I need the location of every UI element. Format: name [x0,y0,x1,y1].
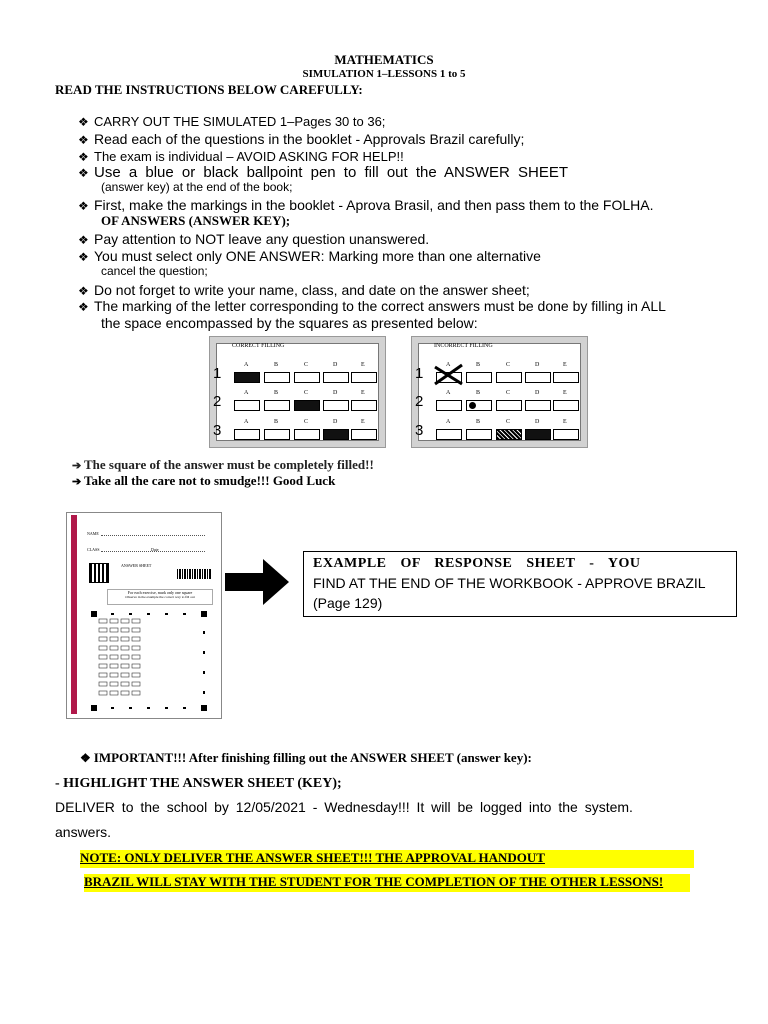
letter-label: E [563,390,567,396]
letter-label: D [535,419,540,425]
answer-square [553,372,579,383]
instruction-continuation: the space encompassed by the squares as presented below: [101,315,478,331]
row-number: 1 [415,365,424,382]
answer-sheet-thumbnail [66,512,222,719]
diamond-bullet-icon: ❖ [78,250,89,264]
letter-label: C [506,419,511,425]
letter-label: D [535,362,540,368]
arrow-right-icon: ➔ [72,476,84,488]
instruction-item: ❖ CARRY OUT THE SIMULATED 1–Pages 30 to 36; [78,114,386,129]
letter-label: B [274,390,279,396]
example-box-line2: FIND AT THE END OF THE WORKBOOK - APPROVE BRAZIL [313,575,706,591]
letter-label: D [535,390,540,396]
answer-square [351,429,377,440]
answer-square [466,372,492,383]
letter-label: E [361,390,365,396]
answer-square-partial [496,429,522,440]
cross-mark-icon [432,363,466,387]
instruction-item: ❖ The marking of the letter corresponding to the correct answers must be done by filling in ALL [78,298,666,314]
instruction-item: ❖ Do not forget to write your name, class, and date on the answer sheet; [78,282,530,298]
diamond-bullet-icon: ❖ [78,115,89,129]
letter-label: E [563,419,567,425]
answer-square [294,372,320,383]
example-box-line3: (Page 129) [313,595,383,611]
diamond-bullet-icon: ❖ [80,751,94,765]
thumb-instruction-box: For each exercise, mark only one square Observe in the example the correct way to fill out [107,589,213,605]
answer-square [496,400,522,411]
answer-square [351,400,377,411]
answer-square [264,400,290,411]
incorrect-filling-example [411,336,588,448]
answer-square [264,429,290,440]
diamond-bullet-icon: ❖ [78,150,89,164]
note-highlight-line1: NOTE: ONLY DELIVER THE ANSWER SHEET!!! THE APPROVAL HANDOUT [80,850,694,868]
letter-label: D [333,362,338,368]
answer-square [553,400,579,411]
page-title: MATHEMATICS [334,52,434,67]
diamond-bullet-icon: ❖ [78,166,89,180]
instruction-item: ❖ You must select only ONE ANSWER: Marking more than one alternative [78,248,541,264]
note-line: ➔ Take all the care not to smudge!!! Good Luck [72,473,336,488]
letter-label: A [446,419,451,425]
thumb-class-label: CLASS [87,547,100,552]
thumb-date-label: Date [151,547,159,552]
instruction-item: ❖ First, make the markings in the booklet - Aprova Brasil, and then pass them to the FOLHA. [78,197,654,213]
answer-square [466,429,492,440]
arrow-right-icon: ➔ [72,460,84,472]
letter-label: A [244,390,249,396]
correct-filling-label: CORRECT FILLING [232,343,285,349]
answer-square-filled [234,372,260,383]
row-number: 2 [213,393,222,410]
diamond-bullet-icon: ❖ [78,300,89,314]
note-line: ➔ The square of the answer must be completely filled!! [72,457,374,472]
answer-square [525,372,551,383]
answer-square-filled [323,429,349,440]
incorrect-filling-label: INCORRECT FILLING [434,343,493,349]
diamond-bullet-icon: ❖ [78,233,89,247]
thumb-sheet-title: ANSWER SHEET [121,563,152,568]
answer-square [525,400,551,411]
page-subtitle: SIMULATION 1–LESSONS 1 to 5 [302,68,466,80]
letter-label: E [361,419,365,425]
instruction-item: ❖ Use a blue or black ballpoint pen to fill out the ANSWER SHEET [78,164,569,181]
answer-square [264,372,290,383]
letter-label: B [274,419,279,425]
barcode-icon [177,569,211,579]
row-number: 3 [415,422,424,439]
answer-square [323,372,349,383]
answers-line: answers. [55,824,112,840]
letter-label: C [304,390,309,396]
letter-label: A [446,390,451,396]
important-line: ❖ IMPORTANT!!! After finishing filling out the ANSWER SHEET (answer key): [80,750,532,765]
diamond-bullet-icon: ❖ [78,133,89,147]
letter-label: D [333,390,338,396]
letter-label: B [476,419,481,425]
answer-square [436,429,462,440]
highlight-line: - HIGHLIGHT THE ANSWER SHEET (KEY); [55,776,342,791]
letter-label: A [446,362,451,368]
letter-label: B [476,390,481,396]
answer-square-filled [525,429,551,440]
diamond-bullet-icon: ❖ [78,284,89,298]
letter-label: B [476,362,481,368]
thumb-answer-grid [91,611,213,713]
letter-label: B [274,362,279,368]
row-number: 1 [213,365,222,382]
letter-label: C [304,362,309,368]
answer-square [351,372,377,383]
row-number: 2 [415,393,424,410]
instruction-item: ❖ The exam is individual – AVOID ASKING FOR HELP!! [78,149,404,164]
row-number: 3 [213,422,222,439]
deliver-line: DELIVER to the school by 12/05/2021 - Wednesday!!! It will be logged into the system. [55,799,633,815]
letter-label: E [563,362,567,368]
answer-square [496,372,522,383]
answer-square [294,429,320,440]
thumb-name-label: NAME [87,531,99,536]
letter-label: D [333,419,338,425]
answer-square [234,400,260,411]
sheet-side-stripe [71,515,77,714]
example-response-sheet-box [303,551,737,617]
letter-label: C [506,362,511,368]
answer-square [234,429,260,440]
letter-label: A [244,419,249,425]
qr-code-icon [89,563,109,583]
instruction-continuation: (answer key) at the end of the book; [101,180,293,194]
letter-label: C [506,390,511,396]
diamond-bullet-icon: ❖ [78,199,89,213]
instruction-continuation: OF ANSWERS (ANSWER KEY); [101,213,291,228]
note-highlight-line2: BRAZIL WILL STAY WITH THE STUDENT FOR THE COMPLETION OF THE OTHER LESSONS! [84,874,690,892]
letter-label: E [361,362,365,368]
answer-square-filled [294,400,320,411]
correct-filling-example [209,336,386,448]
answer-square [323,400,349,411]
instruction-continuation: cancel the question; [101,264,208,278]
big-arrow-right-icon [223,557,291,607]
answer-square [553,429,579,440]
answer-square-partial [466,400,492,411]
letter-label: A [244,362,249,368]
letter-label: C [304,419,309,425]
instructions-heading: READ THE INSTRUCTIONS BELOW CAREFULLY: [55,82,363,97]
instruction-item: ❖ Pay attention to NOT leave any question unanswered. [78,231,430,247]
example-box-line1: EXAMPLE OF RESPONSE SHEET - YOU [313,556,641,571]
instruction-item: ❖ Read each of the questions in the booklet - Approvals Brazil carefully; [78,131,525,147]
answer-square [436,400,462,411]
